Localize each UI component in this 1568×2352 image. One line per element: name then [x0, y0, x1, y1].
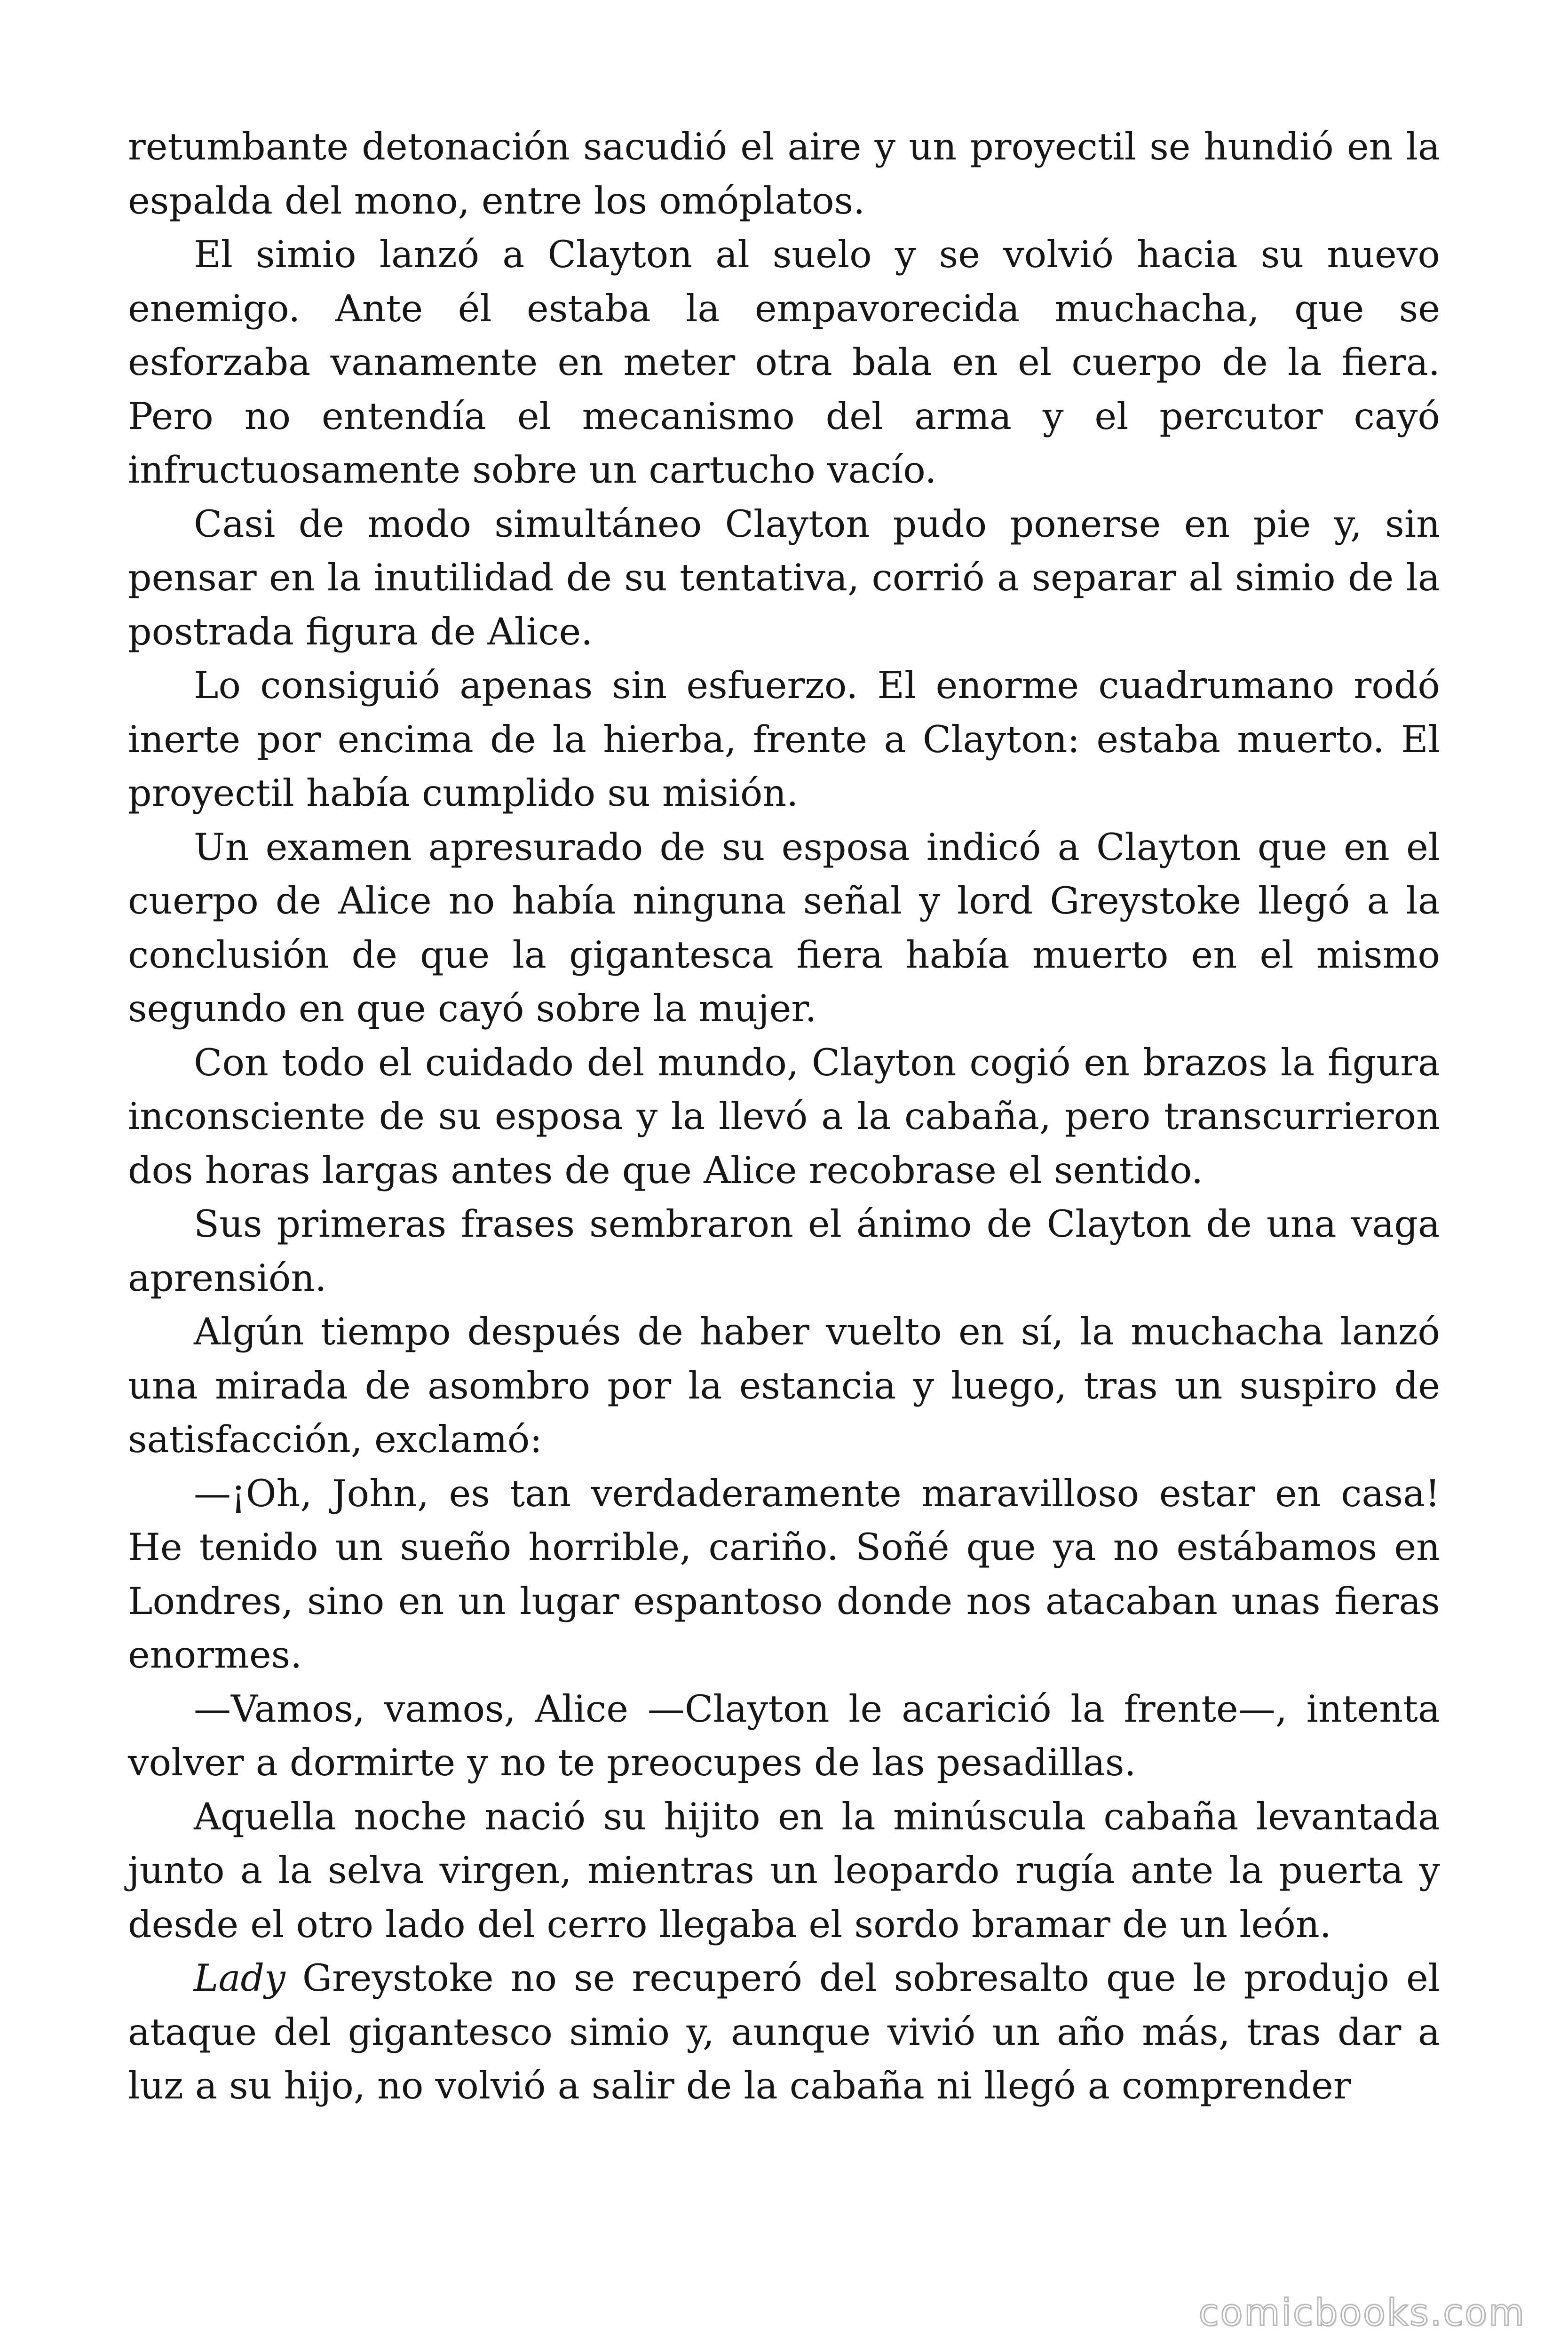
paragraph: Lo consiguió apenas sin esfuerzo. El enorme cuadrumano rodó inerte por encima de la hierba, frente a Clayton: estaba muerto. El proyectil había cumplido su misión.	[128, 664, 1440, 815]
paragraph: —¡Oh, John, es tan verdaderamente maravilloso estar en casa! He tenido un sueño horrible, cariño. Soñé que ya no estábamos en Londres, sino en un lugar espantoso donde nos atacaban unas fieras enormes.	[128, 1471, 1440, 1677]
paragraph: —Vamos, vamos, Alice —Clayton le acarició la frente—, intenta volver a dormirte y no te preocupes de las pesadillas.	[128, 1687, 1440, 1784]
paragraph: retumbante detonación sacudió el aire y un proyectil se hundió en la espalda del mono, entre los omóplatos.	[128, 125, 1440, 222]
paragraph: El simio lanzó a Clayton al suelo y se volvió hacia su nuevo enemigo. Ante él estaba la empavorecida muchacha, que se esforzaba vanamente en meter otra bala en el cuerpo de la fiera. Pero no entendía el mecanismo del arma y el percutor cayó infructuosamente sobre un cartucho vacío.	[128, 233, 1440, 492]
watermark: comicbooks.com	[1198, 2292, 1526, 2334]
paragraph: Casi de modo simultáneo Clayton pudo ponerse en pie y, sin pensar en la inutilidad de su tentativa, corrió a separar al simio de la postrada figura de Alice.	[128, 502, 1440, 653]
paragraph: Con todo el cuidado del mundo, Clayton cogió en brazos la figura inconsciente de su esposa y la llevó a la cabaña, pero transcurrieron dos horas largas antes de que Alice recobrase el sentido.	[128, 1041, 1440, 1192]
paragraph: Algún tiempo después de haber vuelto en sí, la muchacha lanzó una mirada de asombro por la estancia y luego, tras un suspiro de satisfacción, exclamó:	[128, 1310, 1440, 1461]
paragraph: Sus primeras frases sembraron el ánimo de Clayton de una vaga aprensión.	[128, 1202, 1440, 1300]
paragraph: Aquella noche nació su hijito en la minúscula cabaña levantada junto a la selva virgen, mientras un leopardo rugía ante la puerta y desde el otro lado del cerro llegaba el sordo bramar de un león.	[128, 1795, 1440, 1946]
paragraph	[128, 1951, 1440, 2113]
paragraph-text: Greystoke no se recuperó del sobresalto que le produjo el ataque del gigantesco simio y, aunque vivió un año más, tras dar a luz a su hijo, no volvió a salir de la cabaña ni llegó a comprender	[128, 1956, 1440, 2107]
italic-word: Lady	[194, 1956, 285, 2000]
page-body	[128, 120, 1440, 2256]
paragraph: Un examen apresurado de su esposa indicó a Clayton que en el cuerpo de Alice no había ninguna señal y lord Greystoke llegó a la conclusión de que la gigantesca fiera había muerto en el mismo segundo en que cayó sobre la mujer.	[128, 825, 1440, 1030]
